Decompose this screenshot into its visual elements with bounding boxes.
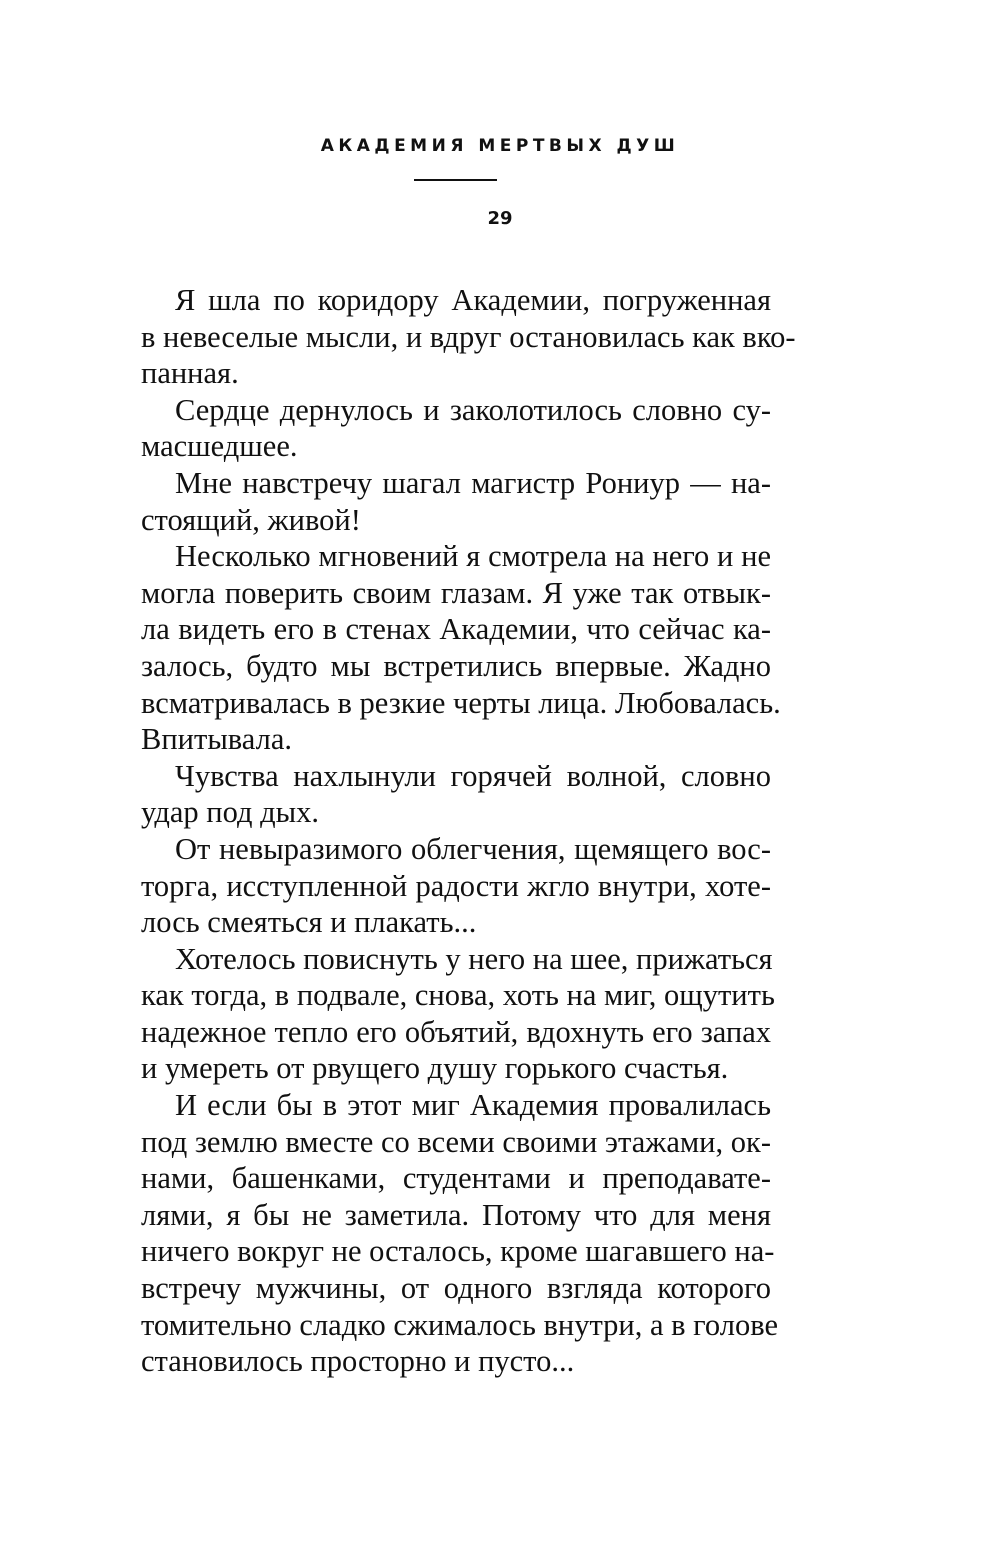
text-line: удар под дых.	[141, 795, 319, 830]
text-line: надежное тепло его объятий, вдохнуть его запах	[141, 1014, 771, 1049]
text-line: От невыразимого облегчения, щемящего вос-	[175, 831, 771, 866]
text-line: панная.	[141, 356, 239, 391]
title-rule	[414, 179, 497, 181]
text-line: ла видеть его в стенах Академии, что сейчас ка-	[141, 612, 771, 647]
text-line: Сердце дернулось и заколотилось словно су-	[175, 392, 771, 427]
text-line: всматривалась в резкие черты лица. Любовалась.	[141, 685, 781, 720]
body-text	[141, 282, 796, 1380]
text-line: И если бы в этот миг Академия провалилась	[175, 1088, 771, 1123]
text-line: под землю вместе со всеми своими этажами, ок-	[141, 1124, 771, 1159]
text-line: Хотелось повиснуть у него на шее, прижаться	[175, 941, 773, 976]
text-line: Впитывала.	[141, 722, 292, 757]
text-line: становилось просторно и пусто...	[141, 1344, 575, 1379]
text-line: встречу мужчины, от одного взгляда которого	[141, 1271, 771, 1306]
text-line: торга, исступленной радости жгло внутри, хоте-	[141, 868, 771, 903]
text-line: Чувства нахлынули горячей волной, словно	[175, 758, 771, 793]
page-number: 29	[487, 208, 513, 229]
running-title: АКАДЕМИЯ МЕРТВЫХ ДУШ	[320, 136, 680, 156]
text-line: и умереть от рвущего душу горького счастья.	[141, 1051, 729, 1086]
text-line: залось, будто мы встретились впервые. Жадно	[141, 648, 771, 683]
text-line: в невеселые мысли, и вдруг остановилась как вко-	[141, 319, 796, 354]
text-line: томительно сладко сжималось внутри, а в голове	[141, 1307, 779, 1342]
text-line: ничего вокруг не осталось, кроме шагавшего на-	[141, 1234, 775, 1269]
text-line: Несколько мгновений я смотрела на него и не	[175, 539, 771, 574]
text-line: как тогда, в подвале, снова, хоть на миг, ощутить	[141, 978, 775, 1013]
text-line: нами, башенками, студентами и преподавате-	[141, 1161, 771, 1196]
text-line: могла поверить своим глазам. Я уже так отвык-	[141, 575, 771, 610]
text-line: лось смеяться и плакать...	[141, 905, 477, 940]
text-line: Мне навстречу шагал магистр Рониур — на-	[175, 465, 771, 500]
text-line: масшедшее.	[141, 429, 298, 464]
text-line: стоящий, живой!	[141, 502, 361, 537]
text-line: Я шла по коридору Академии, погруженная	[175, 283, 771, 317]
text-line: лями, я бы не заметила. Потому что для меня	[141, 1197, 771, 1232]
